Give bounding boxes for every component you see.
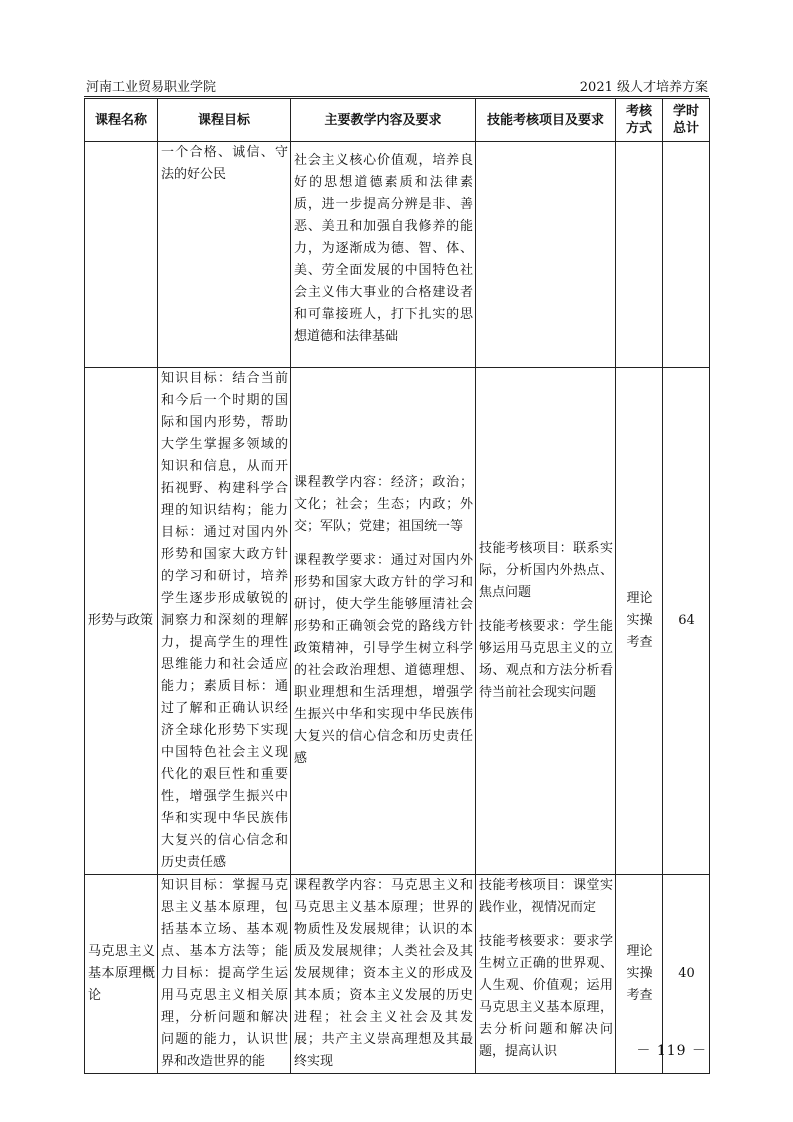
table-row — [85, 875, 710, 1074]
page-number: － 119 － — [636, 1043, 707, 1059]
course-content-cell: 课程教学内容：马克思主义和马克思主义基本原理；世界的物质性及发展规律；认识的本质及发展规律；人类社会及其发展规律；资本主义的形成及其本质；资本主义发展的历史进程；社会主义社会及其发展；共产主义崇高理想及其最终实现 — [291, 875, 476, 1074]
course-content-cell: 课程教学内容：经济；政治；文化；社会；生态；内政；外交；军队；党建；祖国统一等 课程教学要求：通过对国内外形势和国家大政方针的学习和研讨，使大学生能够厘清社会形势和正确领会党的路线方针政策精神，引导学生树立科学的社会政治理想、道德理想、职业理想和生活理想，增强学生振兴中华和实现中华民族伟大复兴的信心信念和历史责任感 — [291, 368, 476, 875]
table-header-row — [85, 99, 710, 142]
course-goal-cell: 知识目标：掌握马克思主义基本原理，包括基本立场、基本观点、基本方法等；能力目标：提高学生运用马克思主义相关原理，分析问题和解决问题的能力，认识世界和改造世界的能 — [158, 875, 291, 1074]
course-content-cell: 社会主义核心价值观，培养良好的思想道德素质和法律素质，进一步提高分辨是非、善恶、美丑和加强自我修养的能力，为逐渐成为德、智、体、美、劳全面发展的中国特色社会主义伟大事业的合格建设者和可靠接班人，打下扎实的思想道德和法律基础 — [291, 142, 476, 368]
column-header-mode: 考核 方式 — [616, 99, 663, 142]
hours-cell: 64 — [663, 368, 710, 875]
column-header-content: 主要教学内容及要求 — [291, 99, 476, 142]
skills-cell — [476, 142, 616, 368]
course-table — [84, 98, 710, 1074]
assessment-mode-cell: 理论 实操 考查 — [616, 368, 663, 875]
program-title: 2021 级人才培养方案 — [579, 80, 708, 95]
column-header-hours: 学时 总计 — [663, 99, 710, 142]
column-header-name: 课程名称 — [85, 99, 158, 142]
header-divider — [84, 96, 709, 97]
assessment-mode-cell — [616, 142, 663, 368]
skills-cell: 技能考核项目：联系实际，分析国内外热点、焦点问题 技能考核要求：学生能够运用马克思主义的立场、观点和方法分析看待当前社会现实问题 — [476, 368, 616, 875]
column-header-skills: 技能考核项目及要求 — [476, 99, 616, 142]
institution-name: 河南工业贸易职业学院 — [86, 80, 217, 95]
course-name-cell — [85, 142, 158, 368]
course-goal-cell: 一个合格、诚信、守法的好公民 — [158, 142, 291, 368]
course-name-cell: 马克思主义基本原理概论 — [85, 875, 158, 1074]
course-goal-cell: 知识目标：结合当前和今后一个时期的国际和国内形势，帮助大学生掌握多领域的知识和信息，从而开拓视野、构建科学合理的知识结构；能力目标：通过对国内外形势和国家大政方针的学习和研讨，培养学生逐步形成敏锐的洞察力和深刻的理解力，提高学生的理性思维能力和社会适应能力；素质目标：通过了解和正确认识经济全球化形势下实现中国特色社会主义现代化的艰巨性和重要性，增强学生振兴中华和实现中华民族伟大复兴的信心信念和历史责任感 — [158, 368, 291, 875]
table-row — [85, 142, 710, 368]
course-name-cell: 形势与政策 — [85, 368, 158, 875]
table-row — [85, 368, 710, 875]
assessment-mode-cell: 理论 实操 考查 — [616, 875, 663, 1074]
hours-cell: 40 — [663, 875, 710, 1074]
column-header-goal: 课程目标 — [158, 99, 291, 142]
hours-cell — [663, 142, 710, 368]
skills-cell: 技能考核项目：课堂实践作业，视情况而定 技能考核要求：要求学生树立正确的世界观、人生观、价值观；运用马克思主义基本原理，去分析问题和解决问题，提高认识 — [476, 875, 616, 1074]
